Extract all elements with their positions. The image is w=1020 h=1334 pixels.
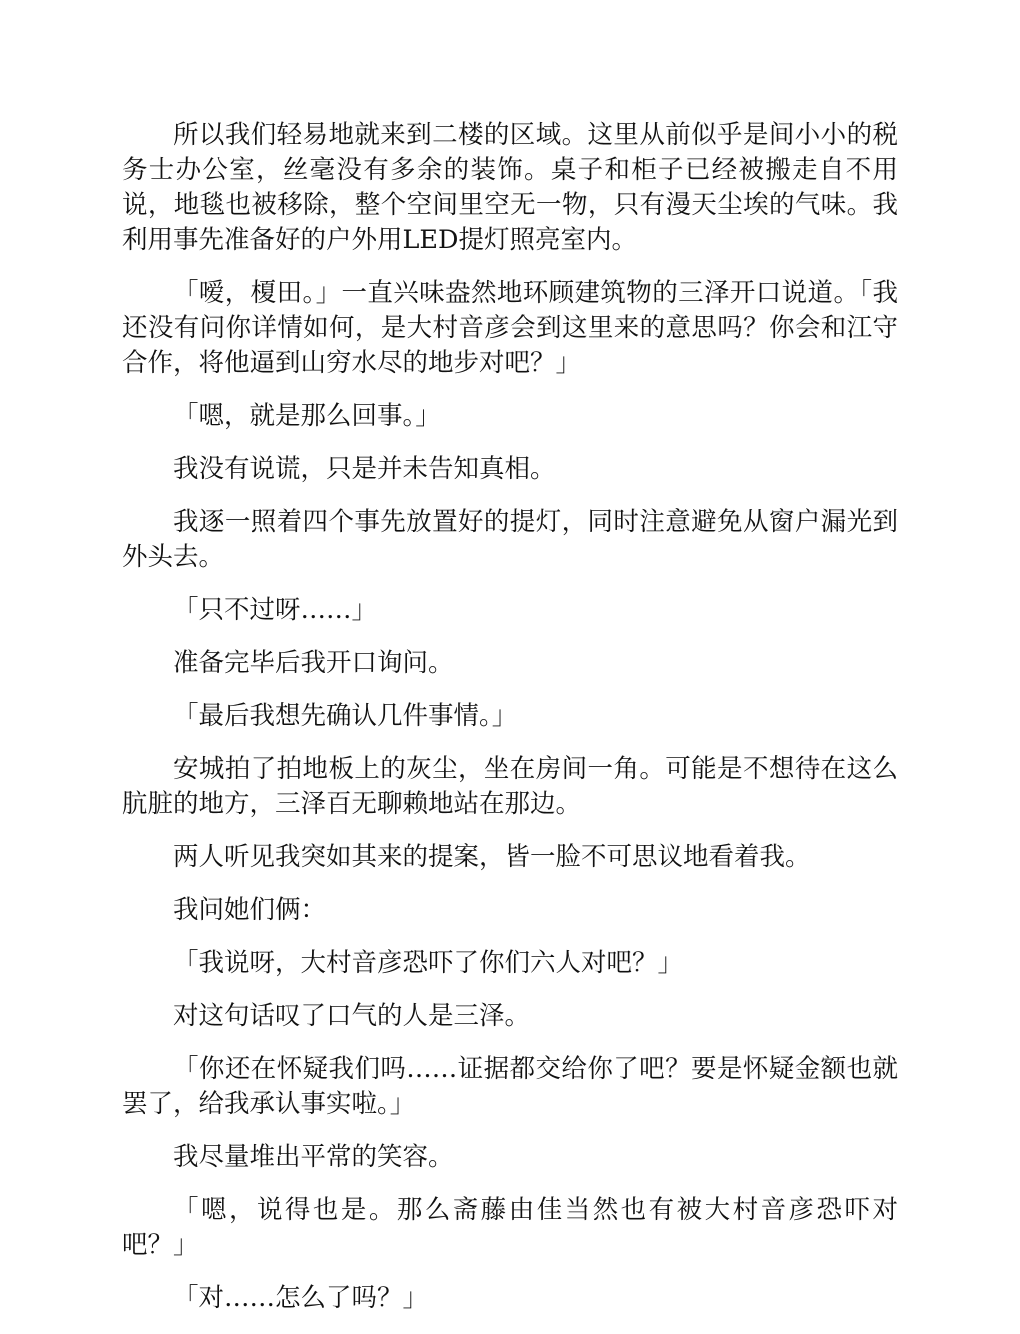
paragraph: 「最后我想先确认几件事情。」	[173, 701, 518, 731]
paragraph: 我没有说谎，只是并未告知真相。	[173, 454, 556, 484]
paragraph: 我逐一照着四个事先放置好的提灯，同时注意避免从窗户漏光到外头去。	[122, 507, 898, 572]
paragraph: 「我说呀，大村音彦恐吓了你们六人对吧？」	[173, 948, 684, 978]
paragraph: 「对……怎么了吗？」	[173, 1283, 429, 1313]
paragraph: 「只不过呀……」	[173, 595, 378, 625]
paragraph: 「嗳，榎田。」一直兴味盎然地环顾建筑物的三泽开口说道。「我还没有问你详情如何，是大村音彦会到这里来的意思吗？你会和江守合作，将他逼到山穷水尽的地步对吧？」	[122, 278, 898, 378]
paragraph: 「你还在怀疑我们吗……证据都交给你了吧？要是怀疑金额也就罢了，给我承认事实啦。」	[122, 1054, 898, 1119]
paragraph: 所以我们轻易地就来到二楼的区域。这里从前似乎是间小小的税务士办公室，丝毫没有多余的装饰。桌子和柜子已经被搬走自不用说，地毯也被移除，整个空间里空无一物，只有漫天尘埃的气味。我利用事先准备好的户外用LED提灯照亮室内。	[122, 120, 898, 255]
paragraph: 两人听见我突如其来的提案，皆一脸不可思议地看着我。	[173, 842, 811, 872]
document-body	[122, 118, 898, 1334]
paragraph: 对这句话叹了口气的人是三泽。	[173, 1001, 531, 1031]
paragraph: 「嗯，说得也是。那么斋藤由佳当然也有被大村音彦恐吓对吧？」	[122, 1195, 898, 1260]
paragraph: 我尽量堆出平常的笑容。	[173, 1142, 454, 1172]
paragraph: 「嗯，就是那么回事。」	[173, 401, 441, 431]
paragraph: 安城拍了拍地板上的灰尘，坐在房间一角。可能是不想待在这么肮脏的地方，三泽百无聊赖地站在那边。	[122, 754, 898, 819]
paragraph: 我问她们俩：	[173, 895, 327, 925]
paragraph: 准备完毕后我开口询问。	[173, 648, 454, 678]
